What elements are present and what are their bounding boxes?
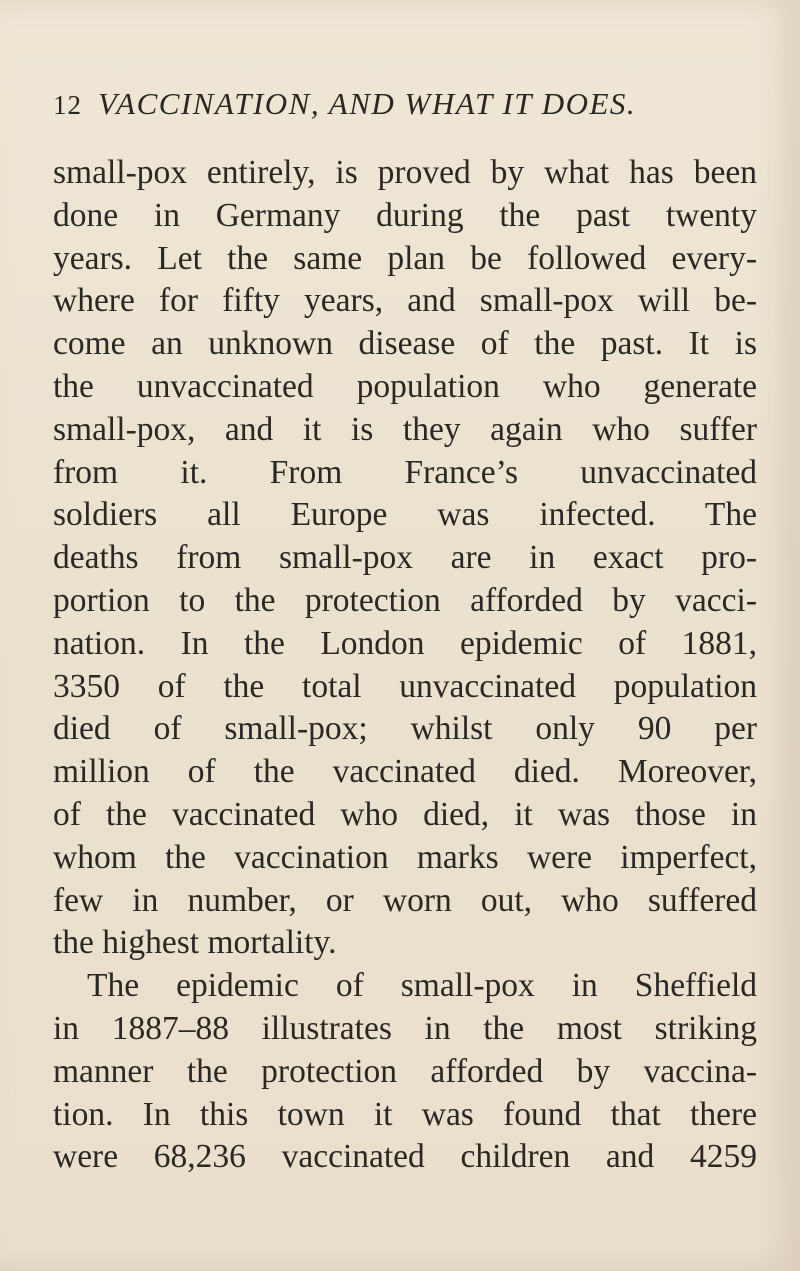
text-line: of the vaccinated who died, it was those in bbox=[53, 795, 757, 833]
text-line: died of small-pox; whilst only 90 per bbox=[53, 710, 757, 748]
text-line: in 1887–88 illustrates in the most striking bbox=[53, 1009, 757, 1047]
text-line: whom the vaccination marks were imperfect, bbox=[53, 838, 757, 876]
text-line: the unvaccinated population who generate bbox=[53, 367, 757, 405]
text-line: come an unknown disease of the past. It is bbox=[53, 325, 757, 363]
text-line: 3350 of the total unvaccinated population bbox=[53, 667, 757, 705]
text-line: done in Germany during the past twenty bbox=[53, 196, 757, 234]
body-text bbox=[53, 152, 757, 1179]
text-line: from it. From France’s unvaccinated bbox=[53, 453, 757, 491]
text-line: nation. In the London epidemic of 1881, bbox=[53, 624, 757, 662]
text-line: small-pox entirely, is proved by what has been bbox=[53, 154, 757, 191]
running-title: VACCINATION, AND WHAT IT DOES. bbox=[98, 86, 637, 121]
text-line: were 68,236 vaccinated children and 4259 bbox=[53, 1138, 757, 1176]
text-line: where for fifty years, and small-pox will be- bbox=[53, 282, 757, 320]
text-line: years. Let the same plan be followed every- bbox=[53, 239, 757, 277]
text-line: The epidemic of small-pox in Sheffield bbox=[87, 967, 757, 1005]
page-number: 12 bbox=[53, 90, 82, 120]
text-line: million of the vaccinated died. Moreover, bbox=[53, 753, 757, 791]
text-line: deaths from small-pox are in exact pro- bbox=[53, 539, 757, 577]
text-line: the highest mortality. bbox=[53, 924, 337, 962]
text-line: small-pox, and it is they again who suffer bbox=[53, 410, 757, 448]
running-header bbox=[53, 86, 753, 126]
text-line: portion to the protection afforded by vacci- bbox=[53, 581, 757, 619]
text-line: soldiers all Europe was infected. The bbox=[53, 496, 757, 534]
text-line: manner the protection afforded by vaccina- bbox=[53, 1052, 757, 1090]
text-line: tion. In this town it was found that there bbox=[53, 1095, 757, 1133]
text-line: few in number, or worn out, who suffered bbox=[53, 881, 757, 919]
